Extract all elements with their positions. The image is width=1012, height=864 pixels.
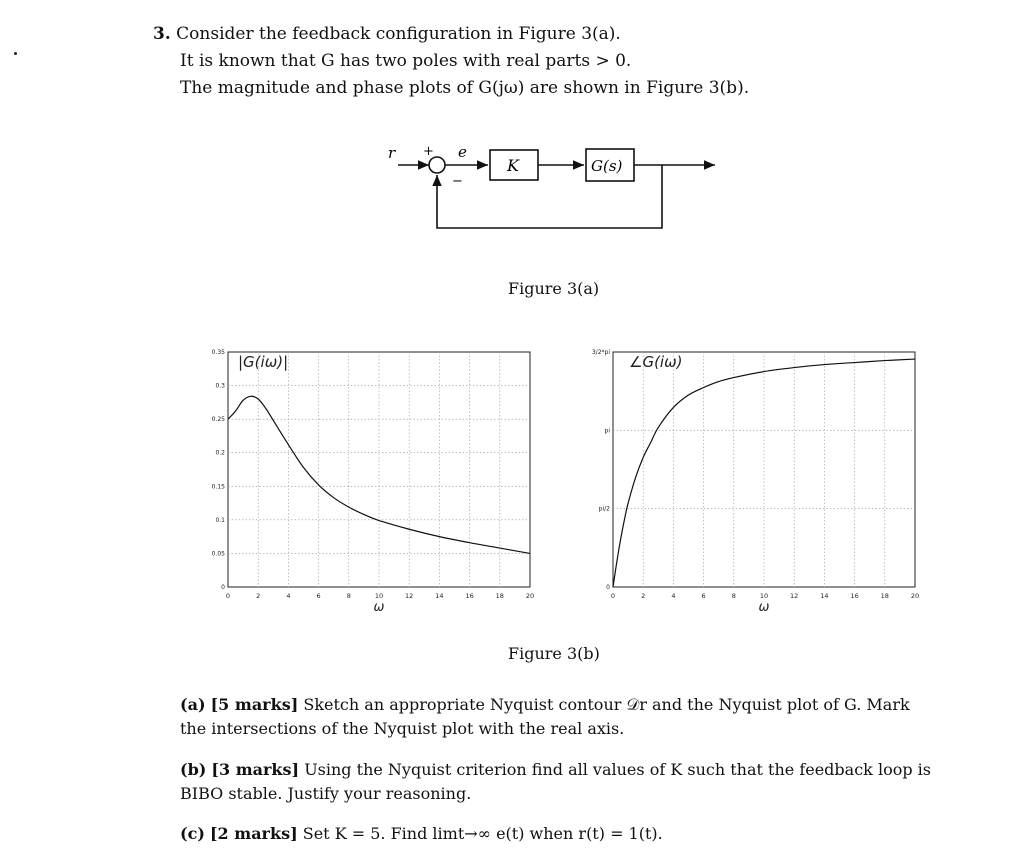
mag-x-tick-label: 2 bbox=[256, 592, 261, 600]
question-line-2: It is known that G has two poles with real parts > 0. bbox=[180, 51, 632, 71]
mag-x-tick-label: 6 bbox=[316, 592, 321, 600]
part-b-marks: [3 marks] bbox=[211, 760, 300, 779]
mag-y-tick-label: 0.2 bbox=[215, 449, 225, 457]
part-c-text: Set K = 5. Find limt→∞ e(t) when r(t) = 1(t). bbox=[302, 824, 663, 843]
mag-x-tick-label: 18 bbox=[495, 592, 504, 600]
phase-title: ∠G(iω) bbox=[629, 353, 683, 371]
part-a-marks: [5 marks] bbox=[210, 695, 299, 714]
phase-x-tick-label: 18 bbox=[880, 592, 889, 600]
mag-y-tick-label: 0.3 bbox=[215, 382, 225, 390]
part-b-text: Using the Nyquist criterion find all values of K such that the feedback loop is BIBO stable. Justify your reasoning. bbox=[180, 760, 931, 803]
mag-x-tick-label: 10 bbox=[374, 592, 384, 600]
block-diagram bbox=[370, 140, 730, 240]
mag-x-tick-label: 8 bbox=[346, 592, 351, 600]
phase-x-tick-label: 2 bbox=[641, 592, 646, 600]
controller-label: K bbox=[507, 156, 519, 175]
mag-title: |G(iω)| bbox=[238, 353, 289, 371]
page-mark bbox=[14, 52, 17, 55]
part-c-marks: [2 marks] bbox=[209, 824, 298, 843]
mag-x-tick-label: 14 bbox=[435, 592, 444, 600]
phase-x-tick-label: 14 bbox=[820, 592, 829, 600]
question-number: 3. bbox=[153, 24, 171, 44]
question-line-3: The magnitude and phase plots of G(jω) are shown in Figure 3(b). bbox=[180, 78, 750, 98]
mag-x-tick-label: 4 bbox=[286, 592, 291, 600]
figure-3a-caption: Figure 3(a) bbox=[508, 279, 600, 298]
input-label: r bbox=[388, 144, 396, 162]
mag-y-tick-label: 0 bbox=[221, 584, 225, 591]
part-c bbox=[180, 822, 935, 846]
plant-label: G(s) bbox=[591, 157, 623, 175]
mag-y-tick-label: 0.05 bbox=[211, 550, 225, 558]
mag-x-tick-label: 0 bbox=[225, 592, 231, 600]
question-line-1 bbox=[153, 24, 621, 44]
mag-x-tick-label: 16 bbox=[465, 592, 474, 600]
phase-x-tick-label: 6 bbox=[701, 592, 706, 600]
mag-y-tick-label: 0.25 bbox=[211, 416, 225, 424]
figure-3b-caption: Figure 3(b) bbox=[508, 644, 600, 663]
magnitude-plot bbox=[200, 340, 540, 615]
phase-x-tick-label: 4 bbox=[671, 592, 676, 600]
part-b-label: (b) bbox=[180, 760, 207, 779]
error-label: e bbox=[458, 143, 467, 161]
phase-x-label: ω bbox=[758, 600, 770, 615]
phase-y-tick-label: pi bbox=[604, 427, 610, 435]
part-a bbox=[180, 693, 935, 741]
mag-y-tick-label: 0.1 bbox=[215, 516, 225, 524]
part-c-label: (c) bbox=[180, 824, 205, 843]
part-b bbox=[180, 758, 935, 806]
phase-x-tick-label: 10 bbox=[759, 592, 769, 600]
mag-x-tick-label: 20 bbox=[525, 592, 535, 600]
phase-x-tick-label: 0 bbox=[610, 592, 616, 600]
mag-y-tick-label: 0.15 bbox=[211, 483, 225, 491]
question-text-1: Consider the feedback configuration in Figure 3(a). bbox=[176, 24, 621, 44]
part-a-text: Sketch an appropriate Nyquist contour 𝒟r and the Nyquist plot of G. Mark the intersections of the Nyquist plot with the real axis. bbox=[180, 695, 910, 738]
phase-x-tick-label: 20 bbox=[910, 592, 920, 600]
phase-y-tick-label: 0 bbox=[606, 584, 610, 591]
phase-x-tick-label: 12 bbox=[790, 592, 799, 600]
mag-x-label: ω bbox=[373, 600, 385, 615]
summing-junction bbox=[429, 157, 445, 173]
phase-plot bbox=[585, 340, 925, 615]
minus-sign: − bbox=[452, 174, 463, 189]
mag-y-tick-label: 0.35 bbox=[211, 349, 225, 356]
phase-x-tick-label: 16 bbox=[850, 592, 859, 600]
phase-y-tick-label: pi/2 bbox=[598, 505, 610, 513]
phase-y-tick-label: 3/2*pi bbox=[591, 349, 610, 356]
plus-sign: + bbox=[423, 144, 434, 159]
mag-x-tick-label: 12 bbox=[405, 592, 414, 600]
part-a-label: (a) bbox=[180, 695, 206, 714]
phase-x-tick-label: 8 bbox=[731, 592, 736, 600]
